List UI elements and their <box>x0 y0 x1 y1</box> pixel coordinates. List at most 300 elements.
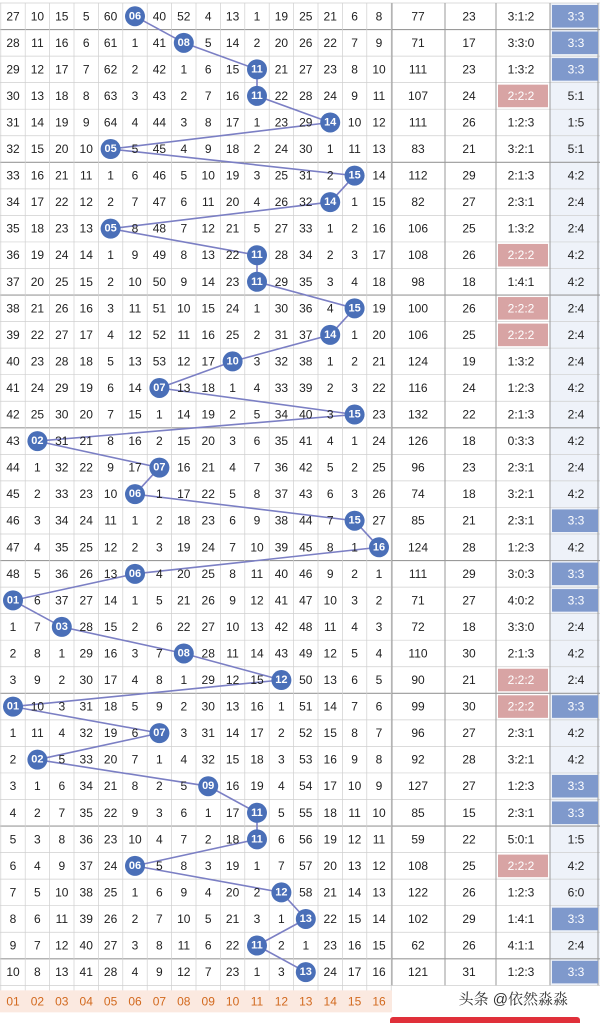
span-value: 25 <box>462 221 476 236</box>
ratio-value: 4:1:1 <box>507 938 535 953</box>
miss-count: 3 <box>375 619 383 634</box>
ball-number: 16 <box>372 541 386 554</box>
miss-count: 9 <box>180 274 188 289</box>
miss-count: 23 <box>30 354 45 369</box>
miss-count: 37 <box>299 327 313 342</box>
span-value: 28 <box>462 752 476 767</box>
miss-count: 6 <box>107 380 114 395</box>
miss-count: 2 <box>253 885 261 900</box>
ball-number: 14 <box>324 116 337 129</box>
miss-count: 5 <box>180 168 188 183</box>
miss-count: 8 <box>204 115 212 130</box>
miss-count: 41 <box>79 965 93 980</box>
miss-count: 5 <box>253 407 261 422</box>
miss-count: 20 <box>79 407 93 422</box>
sum-value: 72 <box>411 619 425 634</box>
miss-count: 1 <box>131 593 139 608</box>
ball-number: 09 <box>202 780 215 793</box>
miss-count: 3 <box>180 115 188 130</box>
miss-count: 31 <box>55 434 69 449</box>
miss-count: 26 <box>274 195 289 210</box>
miss-count: 63 <box>103 88 118 103</box>
sum-value: 122 <box>407 885 429 900</box>
miss-count: 18 <box>30 221 45 236</box>
miss-count: 36 <box>299 301 313 316</box>
miss-count: 9 <box>351 88 358 103</box>
miss-count: 4 <box>34 540 41 555</box>
miss-count: 1 <box>375 566 383 581</box>
miss-count: 19 <box>55 115 69 130</box>
ball-number: 02 <box>31 753 44 766</box>
ratio-value: 2:1:3 <box>507 407 535 422</box>
miss-count: 60 <box>103 9 118 24</box>
sum-value: 62 <box>411 938 425 953</box>
miss-count: 11 <box>348 142 361 157</box>
miss-count: 22 <box>79 460 93 475</box>
miss-count: 7 <box>375 726 383 741</box>
miss-count: 6 <box>204 938 212 953</box>
miss-count: 20 <box>323 858 337 873</box>
miss-count: 21 <box>103 779 118 794</box>
miss-count: 3 <box>278 965 285 980</box>
miss-count: 3 <box>204 858 212 873</box>
miss-count: 7 <box>156 646 163 661</box>
miss-count: 14 <box>250 646 264 661</box>
miss-count: 13 <box>347 858 362 873</box>
miss-count: 27 <box>6 9 20 24</box>
miss-count: 21 <box>274 62 289 77</box>
zone-value: 2:4 <box>567 301 585 316</box>
miss-count: 18 <box>372 274 386 289</box>
miss-count: 35 <box>299 274 313 289</box>
miss-count: 3 <box>278 752 285 767</box>
miss-count: 24 <box>225 301 240 316</box>
miss-count: 3 <box>34 832 41 847</box>
span-value: 24 <box>462 88 476 103</box>
miss-count: 25 <box>225 327 240 342</box>
miss-count: 10 <box>225 619 240 634</box>
miss-count: 9 <box>58 858 66 873</box>
miss-count: 4 <box>9 805 17 820</box>
miss-count: 11 <box>31 726 44 741</box>
miss-count: 32 <box>6 142 20 157</box>
ball-number: 11 <box>251 249 263 262</box>
miss-count: 9 <box>82 115 90 130</box>
miss-count: 3 <box>156 540 163 555</box>
miss-count: 34 <box>79 779 93 794</box>
miss-count: 3 <box>253 354 261 369</box>
miss-count: 8 <box>351 726 358 741</box>
miss-count: 14 <box>372 911 386 926</box>
zone-value: 4:2 <box>567 380 585 395</box>
sum-value: 108 <box>407 858 429 873</box>
miss-count: 21 <box>55 168 69 183</box>
miss-count: 47 <box>6 540 20 555</box>
miss-count: 40 <box>299 407 313 422</box>
miss-count: 7 <box>351 35 358 50</box>
miss-count: 2 <box>156 779 163 794</box>
miss-count: 17 <box>225 805 240 820</box>
miss-count: 12 <box>225 673 240 688</box>
miss-count: 8 <box>9 911 17 926</box>
sum-value: 99 <box>411 699 425 714</box>
miss-count: 7 <box>180 832 188 847</box>
ratio-value: 1:2:3 <box>507 779 535 794</box>
miss-count: 3 <box>351 593 358 608</box>
ball-number: 14 <box>324 196 337 209</box>
ball-number: 03 <box>55 620 68 633</box>
miss-count: 15 <box>55 9 69 24</box>
miss-count: 4 <box>253 195 261 210</box>
miss-count: 10 <box>128 832 142 847</box>
miss-count: 18 <box>225 832 240 847</box>
zone-value: 4:2 <box>567 168 585 183</box>
span-value: 21 <box>462 142 476 157</box>
miss-count: 34 <box>6 195 20 210</box>
sum-value: 106 <box>407 327 429 342</box>
span-value: 17 <box>462 35 476 50</box>
miss-count: 25 <box>201 566 215 581</box>
sum-value: 71 <box>411 593 425 608</box>
miss-count: 18 <box>323 805 337 820</box>
zone-value: 2:4 <box>567 221 585 236</box>
miss-count: 53 <box>152 354 167 369</box>
footer-label: 15 <box>347 994 362 1009</box>
miss-count: 2 <box>156 513 163 528</box>
miss-count: 7 <box>351 699 358 714</box>
miss-count: 1 <box>131 513 139 528</box>
span-value: 29 <box>462 911 476 926</box>
miss-count: 25 <box>79 540 93 555</box>
miss-count: 14 <box>128 380 142 395</box>
ball-number: 06 <box>128 488 142 501</box>
miss-count: 9 <box>34 673 41 688</box>
miss-count: 12 <box>372 858 386 873</box>
sum-value: 108 <box>407 248 429 263</box>
miss-count: 14 <box>30 115 45 130</box>
miss-count: 12 <box>55 938 69 953</box>
miss-count: 11 <box>250 566 264 581</box>
miss-count: 6 <box>278 832 285 847</box>
miss-count: 23 <box>372 407 386 422</box>
ratio-value: 2:3:1 <box>507 805 535 820</box>
ratio-value: 3:1:2 <box>507 9 535 24</box>
miss-count: 15 <box>372 938 386 953</box>
miss-count: 7 <box>58 805 66 820</box>
miss-count: 1 <box>278 911 285 926</box>
miss-count: 3 <box>131 938 139 953</box>
miss-count: 17 <box>30 195 45 210</box>
ratio-value: 2:3:1 <box>507 460 535 475</box>
miss-count: 15 <box>225 752 240 767</box>
miss-count: 11 <box>226 646 239 661</box>
sum-value: 85 <box>411 805 425 820</box>
sum-value: 107 <box>407 88 429 103</box>
ball-number: 01 <box>6 700 20 713</box>
miss-count: 31 <box>299 168 313 183</box>
ball-number: 06 <box>128 567 142 580</box>
miss-count: 20 <box>225 885 240 900</box>
miss-count: 27 <box>274 221 289 236</box>
span-value: 27 <box>462 779 476 794</box>
miss-count: 4 <box>58 726 66 741</box>
miss-count: 1 <box>253 965 261 980</box>
miss-count: 14 <box>201 274 215 289</box>
sum-value: 124 <box>407 540 429 555</box>
span-value: 15 <box>462 805 476 820</box>
miss-count: 20 <box>177 566 191 581</box>
span-value: 18 <box>462 619 476 634</box>
miss-count: 19 <box>79 380 93 395</box>
miss-count: 2 <box>253 327 261 342</box>
miss-count: 1 <box>107 248 114 263</box>
miss-count: 36 <box>274 460 289 475</box>
miss-count: 1 <box>9 619 17 634</box>
miss-count: 10 <box>103 487 118 502</box>
miss-count: 32 <box>79 726 93 741</box>
miss-count: 24 <box>30 380 45 395</box>
miss-count: 15 <box>372 195 386 210</box>
miss-count: 2 <box>229 407 236 422</box>
miss-count: 9 <box>9 938 17 953</box>
miss-count: 52 <box>299 726 313 741</box>
miss-count: 27 <box>372 513 386 528</box>
miss-count: 39 <box>274 540 289 555</box>
miss-count: 20 <box>372 327 386 342</box>
miss-count: 3 <box>180 726 188 741</box>
span-value: 25 <box>462 327 476 342</box>
miss-count: 10 <box>250 540 264 555</box>
miss-count: 29 <box>274 274 289 289</box>
miss-count: 9 <box>180 885 188 900</box>
miss-count: 54 <box>299 779 313 794</box>
miss-count: 11 <box>55 911 69 926</box>
miss-count: 14 <box>79 248 93 263</box>
miss-count: 1 <box>180 62 188 77</box>
miss-count: 1 <box>229 380 236 395</box>
miss-count: 44 <box>152 115 167 130</box>
miss-count: 19 <box>372 301 386 316</box>
miss-count: 5 <box>34 566 41 581</box>
miss-count: 35 <box>79 805 93 820</box>
miss-count: 64 <box>103 115 118 130</box>
miss-count: 9 <box>253 513 261 528</box>
miss-count: 1 <box>156 407 163 422</box>
zone-value: 4:2 <box>567 726 585 741</box>
miss-count: 16 <box>201 327 215 342</box>
miss-count: 2 <box>351 221 358 236</box>
miss-count: 8 <box>156 938 163 953</box>
miss-count: 1 <box>204 805 212 820</box>
miss-count: 6 <box>180 195 188 210</box>
footer-label: 14 <box>323 994 337 1009</box>
miss-count: 4 <box>156 832 163 847</box>
miss-count: 5 <box>229 487 236 502</box>
miss-count: 3 <box>9 673 17 688</box>
miss-count: 24 <box>55 248 69 263</box>
miss-count: 39 <box>6 327 20 342</box>
miss-count: 43 <box>6 434 20 449</box>
miss-count: 2 <box>131 619 139 634</box>
miss-count: 7 <box>229 540 236 555</box>
miss-count: 16 <box>225 779 240 794</box>
ratio-value: 3:2:1 <box>507 487 535 502</box>
footer-label: 12 <box>274 994 289 1009</box>
miss-count: 5 <box>278 805 285 820</box>
sum-value: 85 <box>411 513 425 528</box>
miss-count: 23 <box>323 62 337 77</box>
miss-count: 4 <box>351 619 358 634</box>
miss-count: 35 <box>274 434 289 449</box>
miss-count: 50 <box>299 673 313 688</box>
miss-count: 3 <box>229 434 236 449</box>
miss-count: 29 <box>55 380 69 395</box>
miss-count: 21 <box>225 221 240 236</box>
miss-count: 5 <box>58 752 66 767</box>
miss-count: 2 <box>375 593 383 608</box>
miss-count: 18 <box>250 752 264 767</box>
miss-count: 10 <box>347 779 362 794</box>
miss-count: 24 <box>323 88 337 103</box>
span-value: 22 <box>462 407 476 422</box>
miss-count: 32 <box>274 354 289 369</box>
miss-count: 25 <box>55 274 69 289</box>
miss-count: 23 <box>225 274 240 289</box>
miss-count: 28 <box>274 248 289 263</box>
miss-count: 9 <box>375 35 383 50</box>
miss-count: 6 <box>156 885 163 900</box>
miss-count: 35 <box>6 221 20 236</box>
zone-value: 3:3 <box>567 9 585 24</box>
miss-count: 27 <box>79 593 93 608</box>
zone-value: 4:2 <box>567 248 585 263</box>
miss-count: 12 <box>79 195 93 210</box>
miss-count: 49 <box>299 646 313 661</box>
sum-value: 132 <box>407 407 429 422</box>
zone-value: 4:2 <box>567 487 585 502</box>
miss-count: 23 <box>55 221 69 236</box>
miss-count: 6 <box>326 487 334 502</box>
ball-number: 12 <box>275 674 288 687</box>
miss-count: 21 <box>323 885 337 900</box>
zone-value: 2:4 <box>567 460 585 475</box>
miss-count: 1 <box>131 885 139 900</box>
zone-value: 3:3 <box>567 513 585 528</box>
miss-count: 16 <box>128 434 142 449</box>
miss-count: 4 <box>326 301 334 316</box>
miss-count: 53 <box>299 752 313 767</box>
miss-count: 2 <box>278 726 285 741</box>
miss-count: 7 <box>131 752 139 767</box>
miss-count: 10 <box>372 62 386 77</box>
miss-count: 51 <box>299 699 313 714</box>
miss-count: 3 <box>131 646 139 661</box>
span-value: 27 <box>462 195 476 210</box>
span-value: 18 <box>462 434 476 449</box>
miss-count: 1 <box>351 195 358 210</box>
miss-count: 15 <box>250 673 264 688</box>
ratio-value: 4:0:2 <box>507 593 535 608</box>
ball-number: 13 <box>299 966 312 979</box>
miss-count: 1 <box>253 301 261 316</box>
miss-count: 8 <box>375 752 383 767</box>
miss-count: 31 <box>201 726 215 741</box>
miss-count: 19 <box>250 779 264 794</box>
miss-count: 24 <box>372 434 386 449</box>
miss-count: 16 <box>372 965 386 980</box>
span-value: 24 <box>462 380 476 395</box>
miss-count: 45 <box>152 142 167 157</box>
ball-number: 08 <box>177 647 190 660</box>
span-value: 21 <box>462 673 476 688</box>
span-value: 22 <box>462 832 476 847</box>
zone-value: 4:2 <box>567 274 585 289</box>
miss-count: 13 <box>323 673 337 688</box>
miss-count: 20 <box>103 752 118 767</box>
miss-count: 32 <box>55 460 69 475</box>
miss-count: 13 <box>128 354 142 369</box>
miss-count: 7 <box>156 911 163 926</box>
ball-number: 14 <box>324 328 337 341</box>
miss-count: 14 <box>103 593 118 608</box>
miss-count: 15 <box>323 726 337 741</box>
footer-label: 03 <box>55 994 69 1009</box>
miss-count: 16 <box>55 35 69 50</box>
miss-count: 20 <box>225 195 240 210</box>
miss-count: 10 <box>55 885 69 900</box>
miss-count: 22 <box>323 911 337 926</box>
footer-label: 11 <box>250 994 264 1009</box>
miss-count: 27 <box>299 62 313 77</box>
miss-count: 11 <box>104 513 117 528</box>
miss-count: 9 <box>351 752 358 767</box>
miss-count: 15 <box>225 62 240 77</box>
miss-count: 2 <box>58 673 66 688</box>
zone-value: 5:1 <box>567 88 585 103</box>
miss-count: 18 <box>201 380 215 395</box>
miss-count: 17 <box>55 62 69 77</box>
zone-value: 4:2 <box>567 646 585 661</box>
zone-value: 3:3 <box>567 566 585 581</box>
miss-count: 24 <box>201 540 215 555</box>
miss-count: 18 <box>225 142 240 157</box>
miss-count: 34 <box>55 513 69 528</box>
miss-count: 15 <box>177 434 191 449</box>
ratio-value: 5:0:1 <box>507 832 535 847</box>
miss-count: 7 <box>107 407 114 422</box>
ball-number: 07 <box>153 461 166 474</box>
miss-count: 2 <box>180 699 188 714</box>
span-value: 19 <box>462 354 476 369</box>
miss-count: 45 <box>6 487 20 502</box>
miss-count: 5 <box>204 911 212 926</box>
miss-count: 13 <box>225 699 240 714</box>
miss-count: 32 <box>201 752 215 767</box>
zone-value: 3:3 <box>567 779 585 794</box>
sum-value: 98 <box>411 274 425 289</box>
miss-count: 11 <box>201 195 215 210</box>
miss-count: 15 <box>201 301 215 316</box>
miss-count: 3 <box>131 88 139 103</box>
miss-count: 36 <box>79 832 93 847</box>
sum-value: 83 <box>411 142 425 157</box>
miss-count: 8 <box>82 88 90 103</box>
sum-value: 102 <box>407 911 429 926</box>
miss-count: 4 <box>156 566 163 581</box>
miss-count: 6 <box>253 434 261 449</box>
miss-count: 26 <box>372 487 386 502</box>
miss-count: 8 <box>131 221 139 236</box>
